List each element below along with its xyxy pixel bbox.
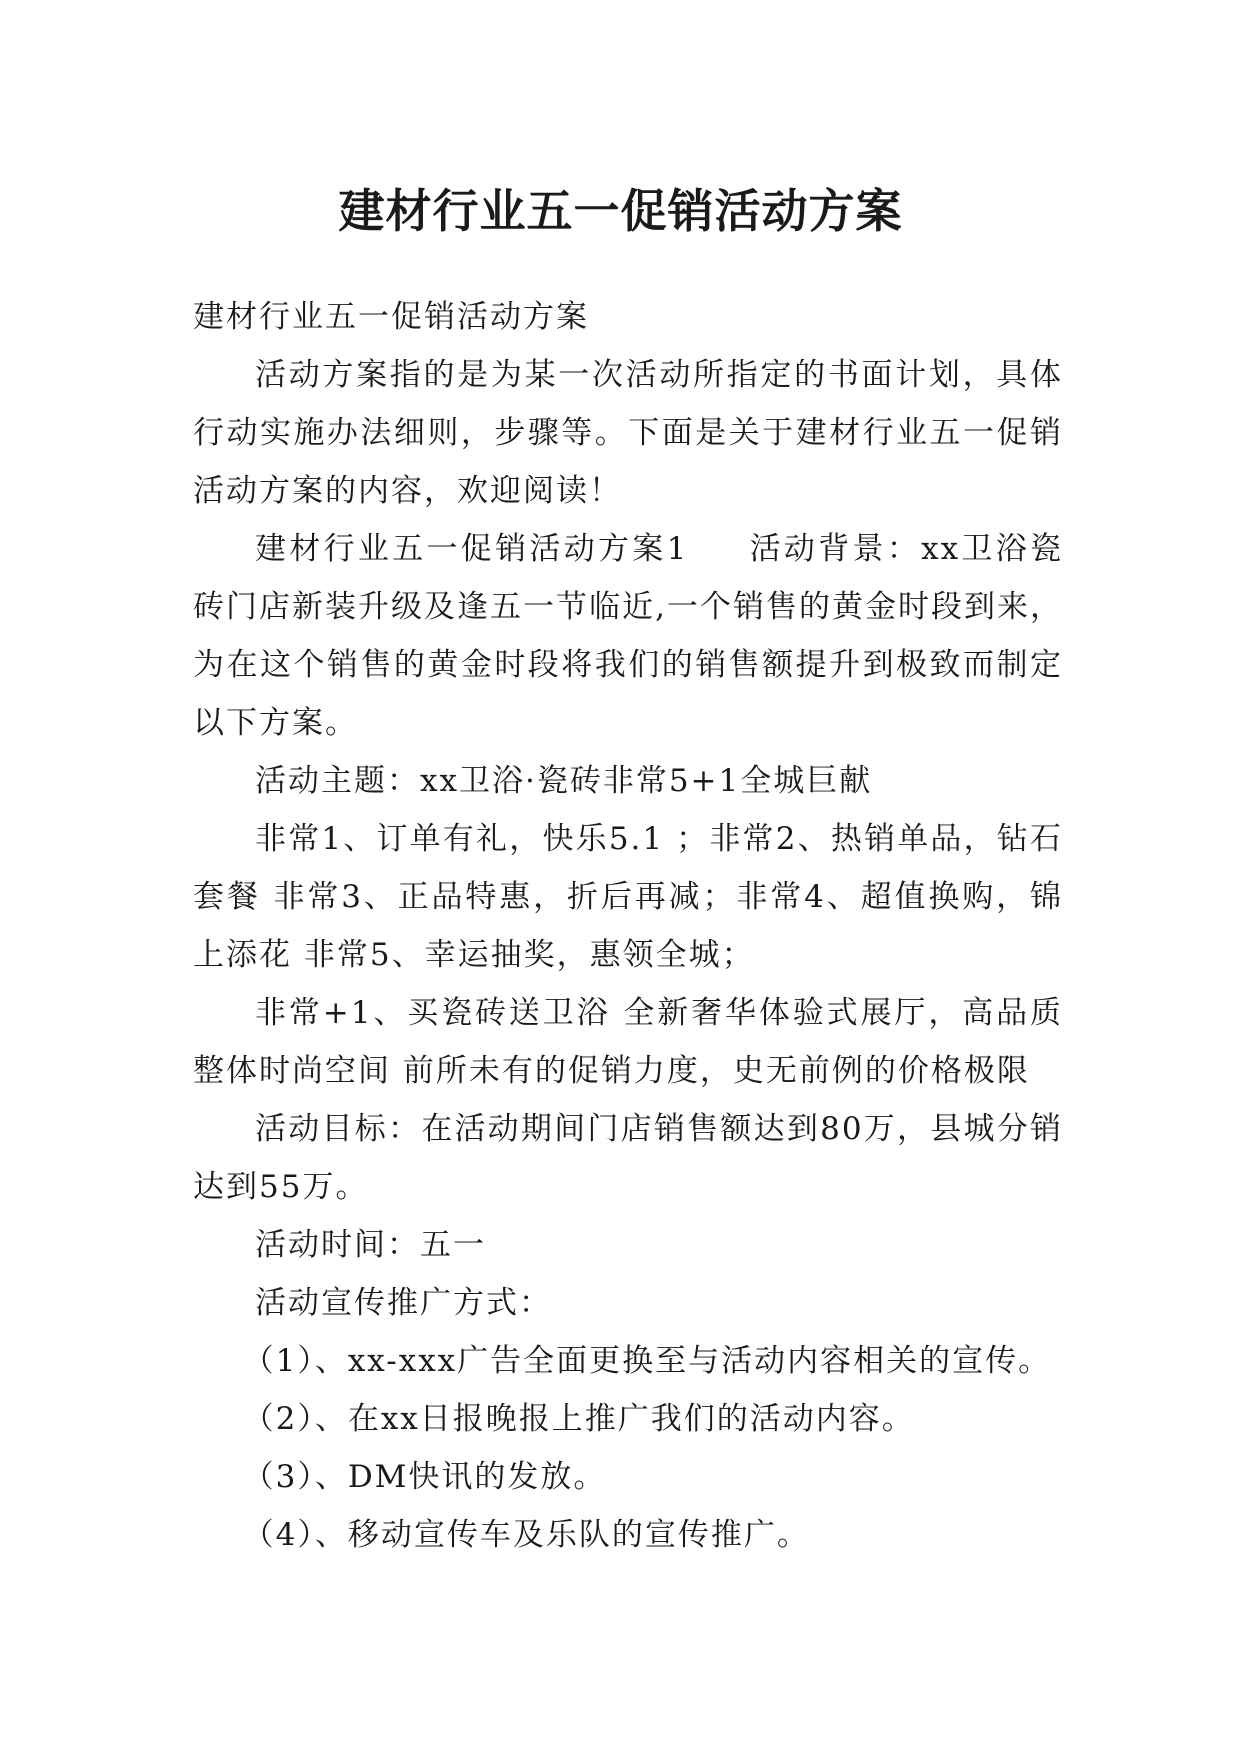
subtitle: 建材行业五一促销活动方案 (193, 299, 589, 335)
promo-item: （2）、在xx日报晚报上推广我们的活动内容。 (242, 1401, 915, 1437)
theme-paragraph: 活动主题：xx卫浴·瓷砖非常5+1全城巨献 (255, 763, 873, 799)
promo-heading: 活动宣传推广方式： (255, 1285, 552, 1321)
promo-item: （1）、xx-xxx广告全面更换至与活动内容相关的宣传。 (242, 1343, 1052, 1379)
promo-item: （3）、DM快讯的发放。 (242, 1459, 607, 1495)
plan1-heading: 建材行业五一促销活动方案1 (255, 531, 689, 567)
intro-paragraph: 活动方案指的是为某一次活动所指定的书面计划，具体行动实施办法细则，步骤等。下面是关于建材行业五一促销活动方案的内容，欢迎阅读！ (193, 357, 1063, 509)
offers-paragraph: 非常1、订单有礼，快乐5.1 ；非常2、热销单品，钻石套餐 非常3、正品特惠，折后再减；非常4、超值换购，锦上添花 非常5、幸运抽奖，惠领全城； (193, 821, 1063, 973)
goal-paragraph: 活动目标：在活动期间门店销售额达到80万，县城分销达到55万。 (193, 1111, 1063, 1205)
offer-plus-paragraph: 非常+1、买瓷砖送卫浴 全新奢华体验式展厅，高品质整体时尚空间 前所未有的促销力度，史无前例的价格极限 (193, 995, 1063, 1089)
time-paragraph: 活动时间：五一 (255, 1227, 486, 1263)
document-title: 建材行业五一促销活动方案 (338, 183, 903, 238)
promo-item: （4）、移动宣传车及乐队的宣传推广。 (242, 1517, 810, 1553)
plan1-background: 活动背景：xx卫浴瓷砖门店新装升级及逢五一节临近,一个销售的黄金时段到来，为在这个销售的黄金时段将我们的销售额提升到极致而制定以下方案。 (193, 531, 1063, 741)
plan1-paragraph (193, 520, 1063, 752)
document-body (193, 288, 1063, 1564)
